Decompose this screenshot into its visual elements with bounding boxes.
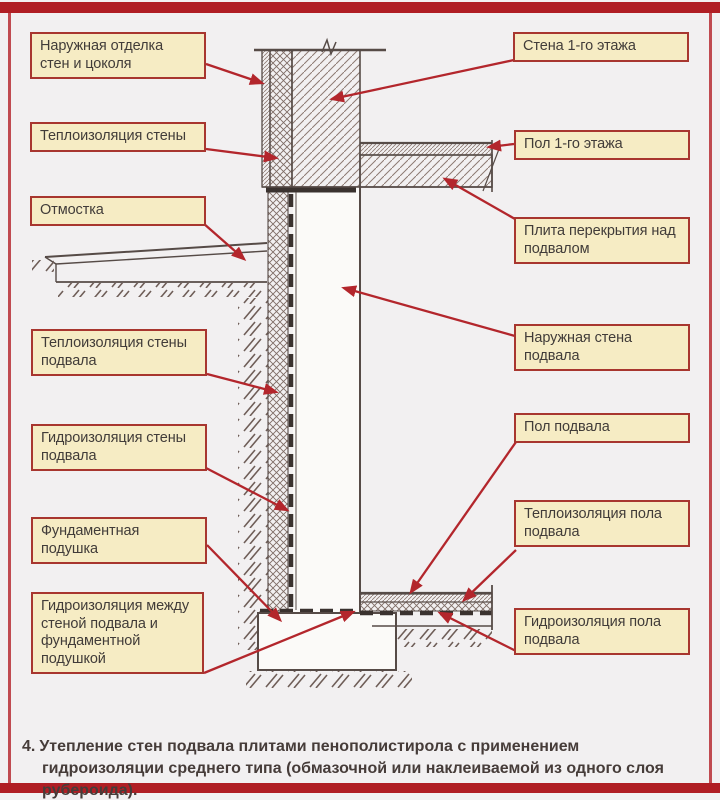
callout-plita-perekrytiya — [514, 217, 690, 264]
callout-pol-podvala — [514, 413, 690, 443]
callout-gidroizolyatsiya-steny-podvala — [31, 424, 207, 471]
arrow-pol-podvala — [411, 442, 516, 592]
caption-text: Утепление стен подвала плитами пенополистирола с применением гидроизоляции среднего типа (обмазочной или наклеиваемой из одного слоя рубероида). — [39, 738, 664, 799]
callout-text: Пол 1-го этажа — [524, 136, 623, 152]
basement-wall-insulation — [268, 187, 288, 611]
callout-text: Отмостка — [40, 202, 104, 218]
callout-text: Теплоизоляция пола подвала — [524, 506, 662, 540]
callout-text: Гидроизоляция стены подвала — [41, 430, 186, 464]
figure-caption — [22, 736, 702, 800]
callout-stena-1-etazha — [513, 32, 689, 62]
callout-gidroizolyatsiya-mezhdu — [31, 592, 204, 674]
callout-text: Гидроизоляция пола подвала — [524, 614, 661, 648]
caption-number: 4. — [22, 738, 36, 755]
basement-floor — [360, 594, 492, 602]
callout-gidroizolyatsiya-pola-podvala — [514, 608, 690, 655]
callout-text: Наружная стена подвала — [524, 330, 632, 364]
arrow-naruzhnaya-otdelka — [206, 64, 262, 83]
first-floor-floor — [360, 143, 492, 155]
callout-naruzhnaya-otdelka — [30, 32, 206, 79]
callout-text: Стена 1-го этажа — [523, 38, 636, 54]
callout-teploizolyatsiya-pola-podvala — [514, 500, 690, 547]
callout-text: Плита перекрытия над подвалом — [524, 223, 676, 257]
wall-insulation-layer — [270, 50, 292, 187]
callout-text: Наружная отделка стен и цоколя — [40, 38, 164, 72]
basement-wall — [293, 187, 360, 612]
callout-text: Теплоизоляция стены подвала — [41, 335, 187, 369]
callout-text: Гидроизоляция между стеной подвала и фундаментной подушкой — [41, 598, 190, 667]
callout-naruzhnaya-stena-podvala — [514, 324, 690, 371]
blind-area — [32, 243, 267, 297]
arrow-naruzhnaya-stena-podvala — [344, 288, 515, 336]
callout-pol-1-etazha — [514, 130, 690, 160]
basement-floor-insulation — [360, 602, 492, 611]
callout-text: Теплоизоляция стены — [40, 128, 186, 144]
callout-text: Фундаментная подушка — [41, 523, 140, 557]
callout-otmostka — [30, 196, 206, 226]
floor-slab-assembly — [360, 140, 499, 192]
exterior-finish-layer — [262, 50, 270, 187]
callout-teploizolyatsiya-steny-podvala — [31, 329, 207, 376]
callout-fundamentnaya-podushka — [31, 517, 207, 564]
first-floor-wall — [292, 50, 360, 187]
basement-wall-assembly — [260, 187, 492, 612]
callout-teploizolyatsiya-steny — [30, 122, 206, 152]
callout-text: Пол подвала — [524, 419, 610, 435]
floor-slab — [360, 155, 492, 187]
